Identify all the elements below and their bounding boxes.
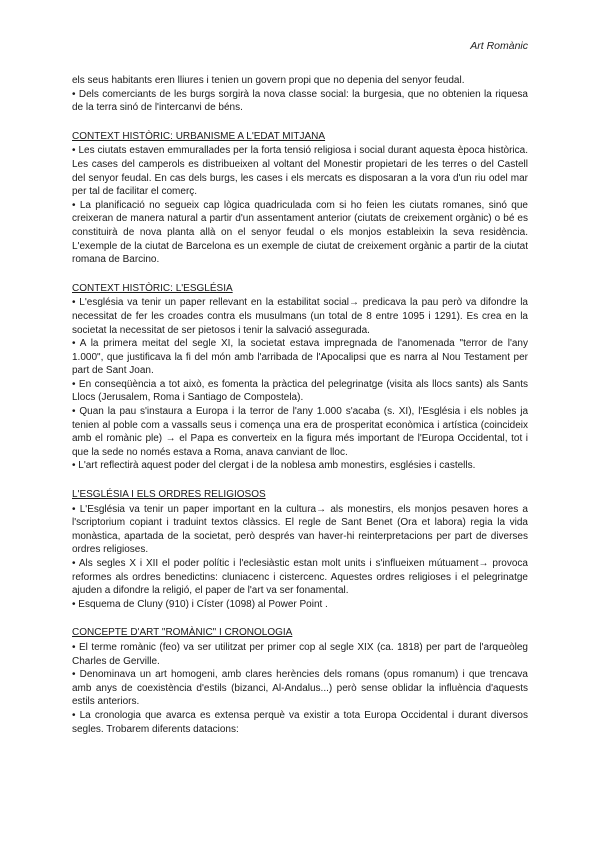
- section-paragraph: • L'Església va tenir un paper important en la cultura→ als monestirs, els monjos pesaven hores a l'scriptorium copiant i traduint textos clàssics. El regle de Sant Benet (Ora et labora) regia la vida monàstica, apartada de la societat, però després van haver-hi reinterpretacions per part de diverses ordres religioses.: [72, 503, 528, 556]
- section-esglesia: [72, 282, 528, 473]
- section-paragraph: • Quan la pau s'instaura a Europa i la terror de l'any 1.000 s'acaba (s. XI), l'Església i els nobles ja tenien al poble com a vassalls seus i comença una era de prosperitat econòmica i artística (coincideix amb el romànic ple) → el Papa es converteix en la figura més important de l'Europa Occidental, tot i que la sede no només estava a Roma, anava canviant de lloc.: [72, 406, 528, 458]
- section-urbanisme: [72, 130, 528, 267]
- section-title: CONTEXT HISTÒRIC: L'ESGLÉSIA: [72, 282, 233, 294]
- section-paragraph: • En conseqüència a tot això, es fomenta la pràctica del pelegrinatge (visita als llocs sants) als Sants Llocs (Jerusalem, Roma i Santiago de Compostela).: [72, 378, 528, 404]
- intro-paragraph: • Dels comerciants de les burgs sorgirà la nova classe social: la burgesia, que no obtenien la riquesa de la terra sinó de l'intercanvi de béns.: [72, 88, 528, 114]
- section-paragraph: • A la primera meitat del segle XI, la societat estava impregnada de l'anomenada "terror de l'any 1.000", que justificava la fi del món amb l'arribada de l'Apocalipsi que es narra al Nou Testament per part de Sant Joan.: [72, 338, 528, 377]
- section-concepte-romanic: [72, 626, 528, 736]
- section-paragraph: • Denominava un art homogeni, amb clares herències dels romans (opus romanum) i que trencava amb anys de coexistència d'estils (bizanci, Al-Andalus...) però sense oblidar la influència d'aquests estils anteriors.: [72, 669, 528, 708]
- intro-paragraph: els seus habitants eren lliures i tenien un govern propi que no depenia del senyor feudal.: [72, 75, 465, 86]
- document-body: [72, 74, 528, 736]
- section-paragraph: • La cronologia que avarca es extensa perquè va existir a tota Europa Occidental i durant diversos segles. Trobarem diferents datacions:: [72, 709, 528, 735]
- intro-block: [72, 74, 528, 115]
- section-title: CONCEPTE D'ART "ROMÀNIC" I CRONOLOGIA: [72, 627, 293, 639]
- section-paragraph: • El terme romànic (feo) va ser utilitzat per primer cop al segle XIX (ca. 1818) per part de l'arqueòleg Charles de Gerville.: [72, 641, 528, 667]
- section-paragraph: • Les ciutats estaven emmurallades per la forta tensió religiosa i social durant aquesta època històrica. Les cases del camperols es distribueixen al voltant del Monestir propietari de les terres o del Castell del senyor feudal. En cas dels burgs, les cases i els mercats es disposaran a la vora d'un riu odel mar per tal de facilitar el comerç.: [72, 145, 528, 198]
- section-paragraph: • L'art reflectirà aquest poder del clergat i de la noblesa amb monestirs, esglésies i castells.: [72, 460, 476, 472]
- section-paragraph: • Als segles X i XII el poder polític i l'eclesiàstic estan molt units i s'influeixen mútuament→ provoca reformes als ordres benedictins: cluniacenc i cistercenc. Aquestes ordres religioses i el pelegrinatge ajuden a difondre la religió, el paper de l'art va ser fonamental.: [72, 558, 528, 597]
- section-title: CONTEXT HISTÒRIC: URBANISME A L'EDAT MITJANA: [72, 130, 326, 142]
- section-paragraph: • Esquema de Cluny (910) i Císter (1098) al Power Point .: [72, 598, 328, 610]
- page-header: Art Romànic: [470, 40, 528, 52]
- section-paragraph: • La planificació no segueix cap lògica quadriculada com si ho feien les ciutats romanes, sinó que creixeran de manera natural a partir d'un assentament anterior (ciutats de creixement orgànic) o bé es constituirà de nova planta allà on el senyor feudal o els monjos estableixin la seva residència. L'exemple de la ciutat de Barcelona es un exemple de ciutat de creixement orgànic a partir de la ciutat romana de Barcino.: [72, 199, 528, 266]
- section-paragraph: • L'església va tenir un paper rellevant en la estabilitat social→ predicava la pau però va difondre la necessitat de fer les croades contra els musulmans (un total de 8 entre 1095 i 1291). Es crea en la societat la necessitat de ser pietosos i tenir la salvació assegurada.: [72, 297, 528, 336]
- section-title: L'ESGLÉSIA I ELS ORDRES RELIGIOSOS: [72, 489, 266, 501]
- section-ordres-religiosos: [72, 488, 528, 611]
